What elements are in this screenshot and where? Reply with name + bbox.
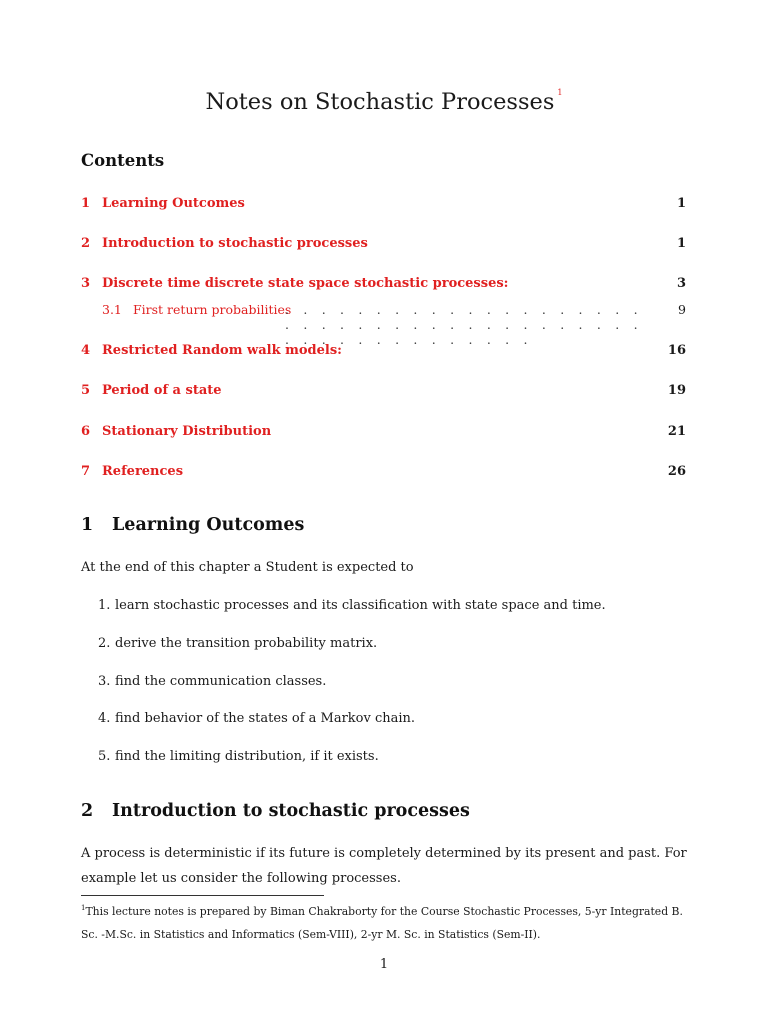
list-item	[98, 674, 326, 689]
list-number: 3.	[98, 674, 111, 689]
toc-entry-number: 5	[81, 383, 91, 398]
section-heading-learning-outcomes	[81, 515, 304, 535]
footnote	[81, 897, 688, 946]
toc-entry-learning-outcomes[interactable]	[81, 196, 688, 216]
toc-entry-page: 26	[667, 464, 686, 479]
toc-entry-page: 3	[676, 276, 686, 291]
title-footnote-link[interactable]: 1	[557, 88, 563, 97]
toc-entry-page: 16	[667, 343, 686, 358]
toc-entry-page: 9	[678, 302, 686, 317]
section-title: Learning Outcomes	[112, 515, 305, 535]
toc-entry-restricted-random-walk[interactable]	[81, 343, 688, 363]
toc-entry-page: 19	[667, 383, 686, 398]
list-item	[98, 749, 379, 764]
document-title	[0, 88, 768, 115]
toc-entry-number: 7	[81, 464, 91, 479]
section-title: Introduction to stochastic processes	[112, 801, 470, 821]
toc-entry-page: 21	[667, 424, 686, 439]
section-paragraph: A process is deterministic if its future is completely determined by its present and past. For example let us consider the following processes.	[81, 846, 687, 886]
list-item	[98, 598, 606, 613]
toc-entry-link[interactable]: References	[102, 464, 184, 479]
toc-entry-link[interactable]: Introduction to stochastic processes	[102, 236, 368, 251]
title-text: Notes on Stochastic Processes	[205, 89, 555, 115]
section-number: 2	[81, 801, 94, 821]
list-text: find behavior of the states of a Markov chain.	[115, 711, 416, 726]
toc-entry-link[interactable]: Restricted Random walk models:	[102, 343, 342, 358]
toc-entry-link[interactable]: First return probabilities	[133, 302, 292, 317]
toc-entry-number: 3	[81, 276, 91, 291]
list-item	[98, 711, 415, 726]
footnote-text: This lecture notes is prepared by Biman Chakraborty for the Course Stochastic Processes, 5-yr Integrated B. Sc. -M.Sc. in Statistics and Informatics (Sem-VIII), 2-yr M. Sc. in Statistics (Sem-II).	[81, 905, 683, 941]
toc-entry-stationary[interactable]	[81, 424, 688, 444]
list-number: 4.	[98, 711, 111, 726]
contents-heading: Contents	[81, 151, 165, 170]
list-text: derive the transition probability matrix.	[115, 636, 378, 651]
toc-leader-dots: . . . . . . . . . . . . . . . . . . . . . . . . . . . . . . . . . . . . . . . . . . . . . . . . . . . . . .	[285, 302, 643, 347]
list-number: 2.	[98, 636, 111, 651]
toc-entry-number: 4	[81, 343, 91, 358]
toc-entry-link[interactable]: Stationary Distribution	[102, 424, 272, 439]
footnote-rule	[81, 895, 324, 896]
footnote-mark: 1	[81, 904, 86, 912]
list-text: find the communication classes.	[115, 674, 327, 689]
list-number: 1.	[98, 598, 111, 613]
toc-entry-period[interactable]	[81, 383, 688, 403]
toc-entry-introduction[interactable]	[81, 236, 688, 256]
toc-entry-link[interactable]: Period of a state	[102, 383, 222, 398]
toc-subentry-first-return[interactable]	[102, 302, 688, 347]
toc-entry-discrete-time[interactable]	[81, 276, 688, 296]
list-item	[98, 636, 377, 651]
toc-entry-link[interactable]: Learning Outcomes	[102, 196, 245, 211]
toc-entry-page: 1	[676, 196, 686, 211]
toc-entry-number: 2	[81, 236, 91, 251]
toc-entry-link[interactable]: Discrete time discrete state space stochastic processes:	[102, 276, 509, 291]
list-text: find the limiting distribution, if it exists.	[115, 749, 379, 764]
toc-entry-number: 3.1	[102, 302, 122, 317]
section-heading-introduction	[81, 801, 470, 821]
toc-entry-number: 1	[81, 196, 91, 211]
section-intro: At the end of this chapter a Student is expected to	[81, 560, 414, 575]
list-text: learn stochastic processes and its classification with state space and time.	[115, 598, 606, 613]
toc-entry-number: 6	[81, 424, 91, 439]
list-number: 5.	[98, 749, 111, 764]
toc-entry-page: 1	[676, 236, 686, 251]
toc-entry-references[interactable]	[81, 464, 688, 484]
page-number: 1	[379, 957, 389, 972]
section-number: 1	[81, 515, 94, 535]
